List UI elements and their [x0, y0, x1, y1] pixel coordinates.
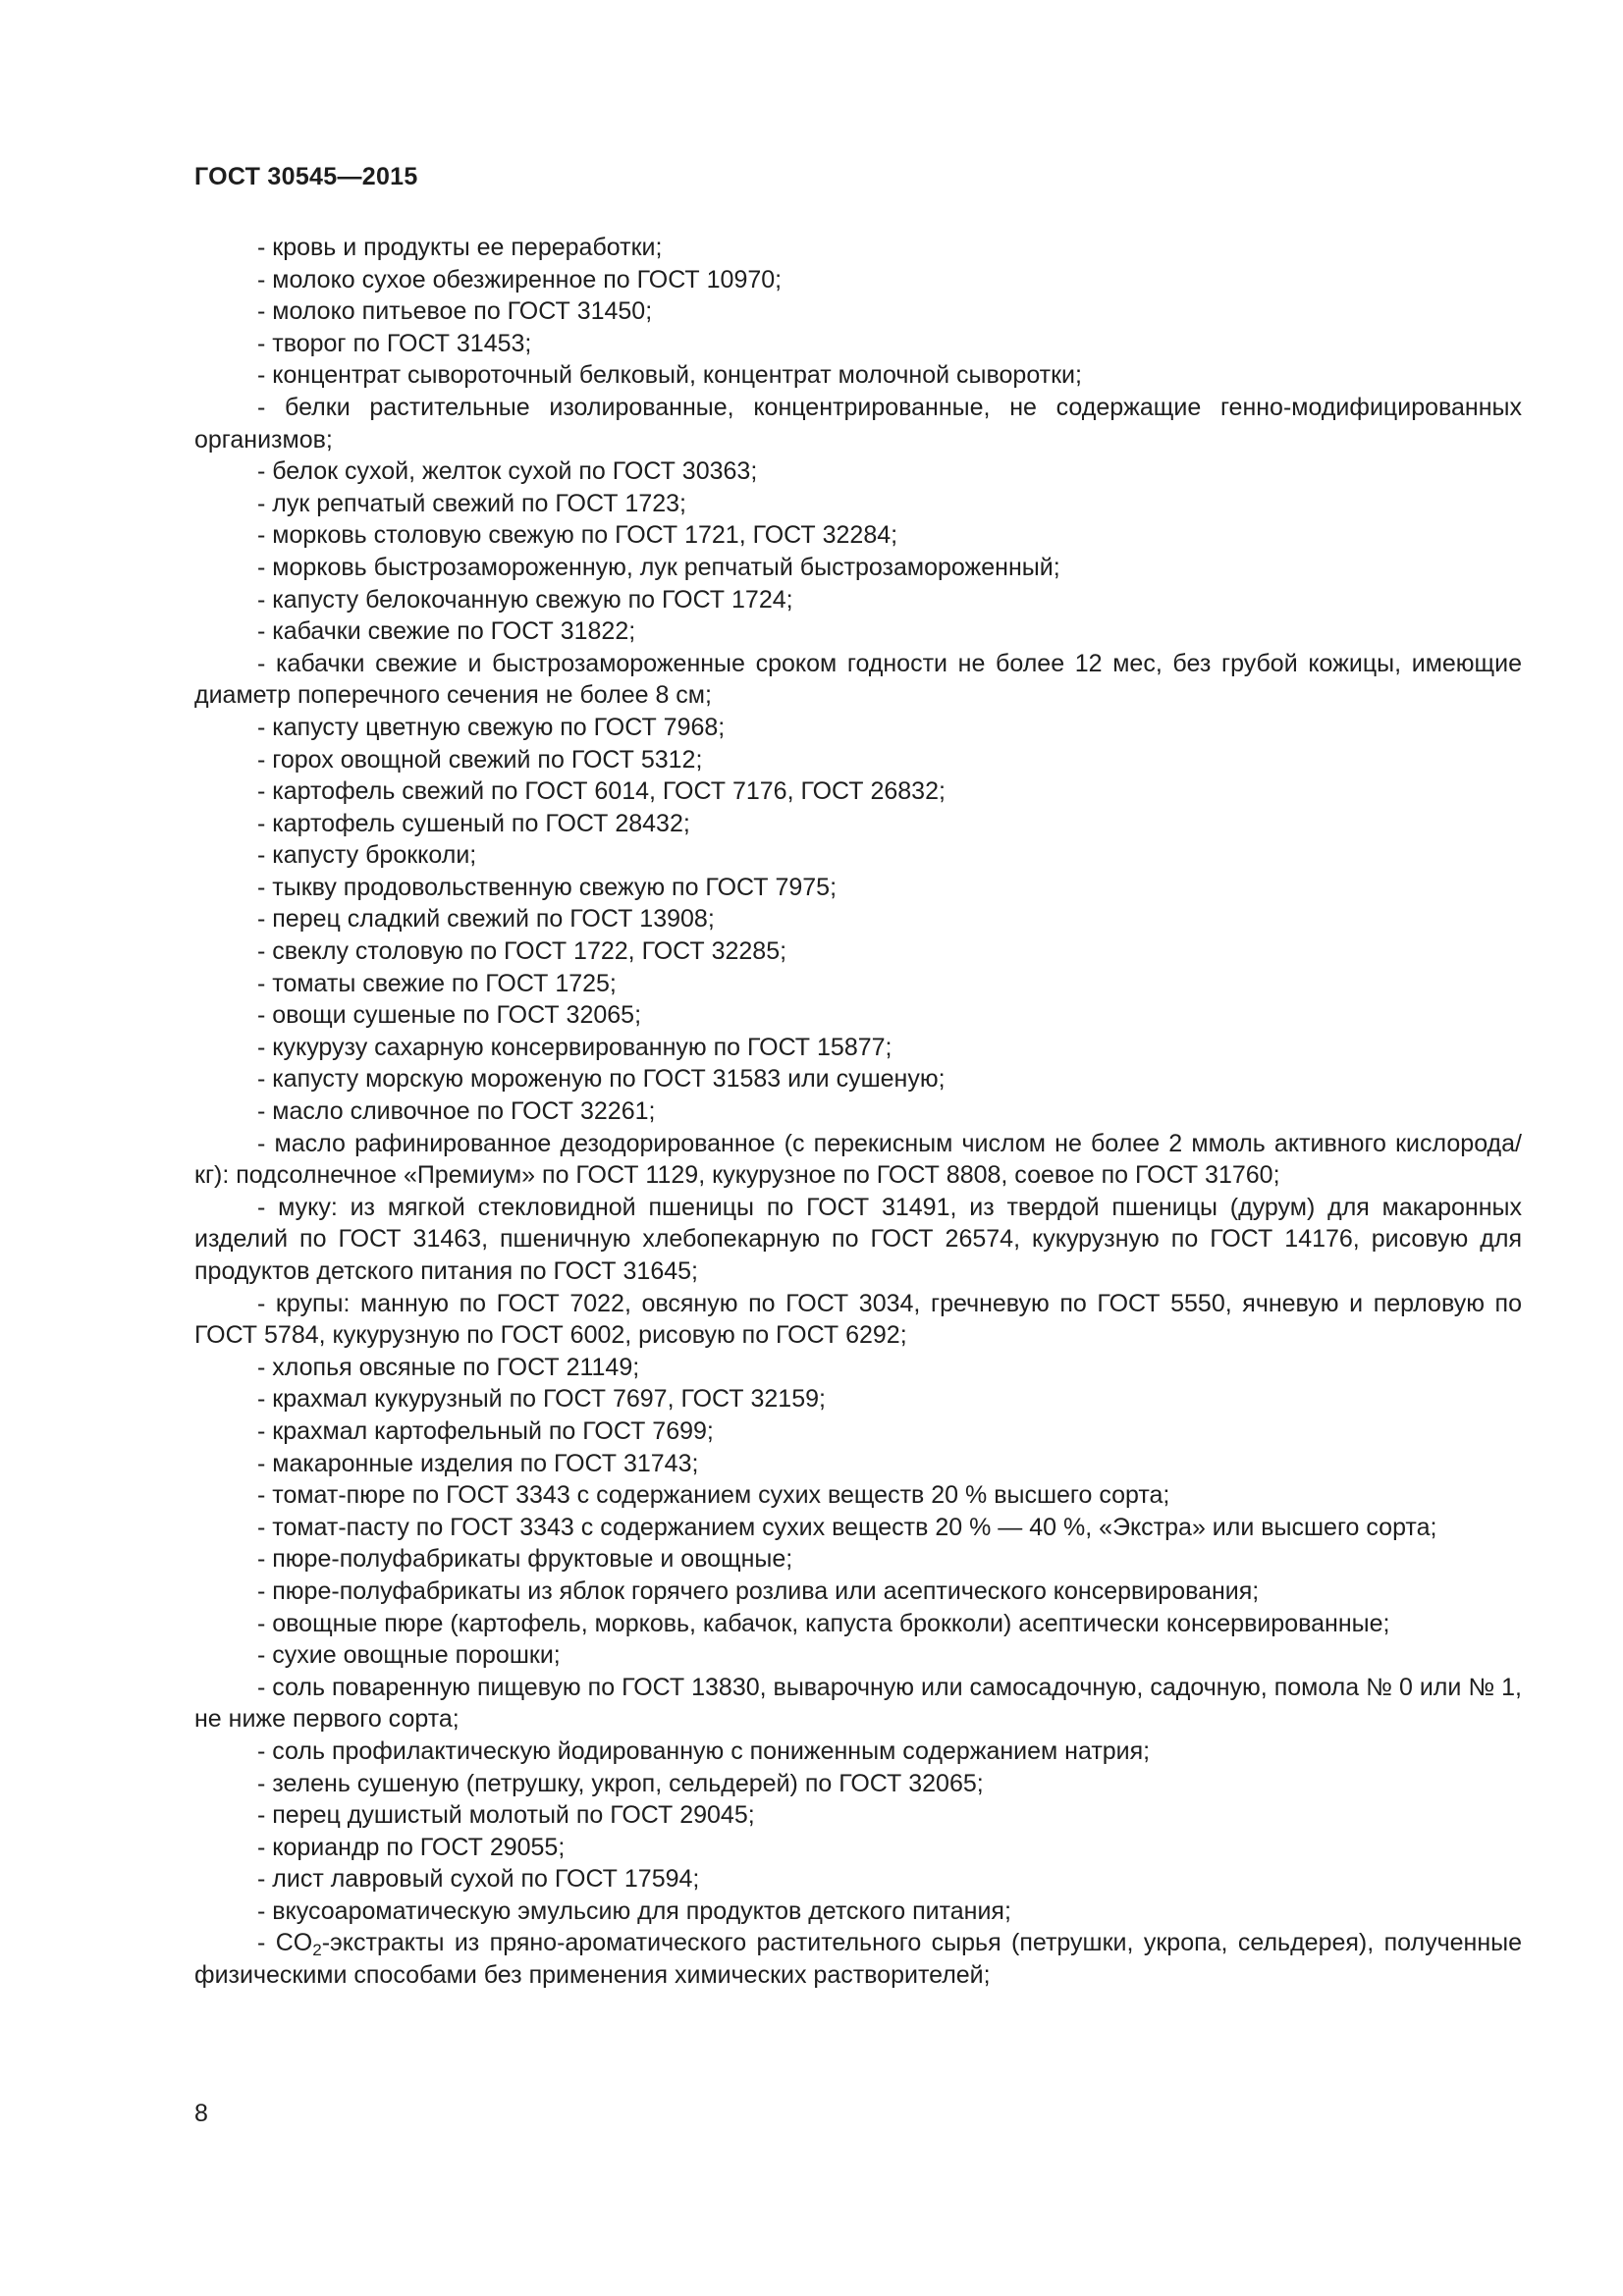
- list-item: - крахмал кукурузный по ГОСТ 7697, ГОСТ 32159;: [257, 1385, 826, 1414]
- list-item: - белок сухой, желток сухой по ГОСТ 30363;: [257, 457, 758, 486]
- list-item: - тыкву продовольственную свежую по ГОСТ 7975;: [257, 873, 838, 901]
- list-item: - концентрат сывороточный белковый, концентрат молочной сыворотки;: [257, 361, 1082, 390]
- list-item: - горох овощной свежий по ГОСТ 5312;: [257, 745, 703, 774]
- list-item: - морковь столовую свежую по ГОСТ 1721, ГОСТ 32284;: [257, 521, 898, 550]
- list-item: - капусту цветную свежую по ГОСТ 7968;: [257, 713, 726, 741]
- list-item: - муку: из мягкой стекловидной пшеницы по ГОСТ 31491, из твердой пшеницы (дурум) для макаронных изделий по ГОСТ 31463, пшеничную хлебопекарную по ГОСТ 26574, кукурузную по ГОСТ 14176, рисовую для продуктов детского питания по ГОСТ 31645;: [194, 1193, 1522, 1285]
- list-item: - кориандр по ГОСТ 29055;: [257, 1833, 566, 1861]
- list-item: - томат-пасту по ГОСТ 3343 с содержанием сухих веществ 20 % — 40 %, «Экстра» или высшего сорта;: [257, 1513, 1437, 1541]
- list-item: - овощные пюре (картофель, морковь, кабачок, капуста брокколи) асептически консервированные;: [257, 1609, 1390, 1637]
- list-item: - пюре-полуфабрикаты из яблок горячего розлива или асептического консервирования;: [257, 1576, 1260, 1605]
- list-item: - белки растительные изолированные, концентрированные, не содержащие генно-модифицированных организмов;: [194, 393, 1522, 454]
- list-item: - томаты свежие по ГОСТ 1725;: [257, 969, 617, 997]
- list-item: - капусту морскую мороженую по ГОСТ 31583 или сушеную;: [257, 1065, 946, 1094]
- list-item: - капусту брокколи;: [257, 841, 477, 870]
- list-item: - масло сливочное по ГОСТ 32261;: [257, 1097, 656, 1126]
- list-item: - кровь и продукты ее переработки;: [257, 234, 663, 261]
- list-item: - творог по ГОСТ 31453;: [257, 329, 532, 357]
- document-header: ГОСТ 30545—2015: [194, 163, 418, 190]
- ingredient-list: [194, 232, 1522, 1992]
- list-item: - макаронные изделия по ГОСТ 31743;: [257, 1449, 699, 1477]
- list-item: - свеклу столовую по ГОСТ 1722, ГОСТ 32285;: [257, 937, 787, 966]
- list-item: - хлопья овсяные по ГОСТ 21149;: [257, 1353, 640, 1381]
- list-item: - крахмал картофельный по ГОСТ 7699;: [257, 1416, 714, 1445]
- co2-suffix: -экстракты из пряно-ароматического растительного сырья (петрушки, укропа, сельдерея), полученные физическими способами без применения химических растворителей;: [194, 1929, 1522, 1990]
- list-item-co2-extracts: [194, 1927, 1522, 1991]
- list-item: - молоко сухое обезжиренное по ГОСТ 10970;: [257, 265, 783, 294]
- co2-prefix: - CO: [257, 1929, 313, 1957]
- list-item: - кабачки свежие по ГОСТ 31822;: [257, 617, 636, 646]
- list-item: - масло рафинированное дезодорированное (с перекисным числом не более 2 ммоль активного кислорода/кг): подсолнечное «Премиум» по ГОСТ 1129, кукурузное по ГОСТ 8808, соевое по ГОСТ 31760;: [194, 1129, 1522, 1190]
- list-item: - капусту белокочанную свежую по ГОСТ 1724;: [257, 585, 793, 614]
- list-item: - соль профилактическую йодированную с пониженным содержанием натрия;: [257, 1736, 1151, 1765]
- list-item: - морковь быстрозамороженную, лук репчатый быстрозамороженный;: [257, 553, 1060, 581]
- list-item: - лук репчатый свежий по ГОСТ 1723;: [257, 489, 686, 517]
- list-item: - сухие овощные порошки;: [257, 1641, 561, 1670]
- page-number: 8: [194, 2100, 208, 2127]
- list-item: - перец сладкий свежий по ГОСТ 13908;: [257, 905, 715, 934]
- list-item: - лист лавровый сухой по ГОСТ 17594;: [257, 1865, 700, 1894]
- list-item: - пюре-полуфабрикаты фруктовые и овощные;: [257, 1545, 793, 1574]
- co2-subscript: 2: [312, 1941, 322, 1960]
- list-item: - картофель сушеный по ГОСТ 28432;: [257, 809, 690, 837]
- list-item: - перец душистый молотый по ГОСТ 29045;: [257, 1801, 755, 1830]
- list-item: - картофель свежий по ГОСТ 6014, ГОСТ 7176, ГОСТ 26832;: [257, 777, 946, 806]
- list-item: - кабачки свежие и быстрозамороженные сроком годности не более 12 мес, без грубой кожицы, имеющие диаметр поперечного сечения не более 8 см;: [194, 649, 1522, 710]
- list-item: - овощи сушеные по ГОСТ 32065;: [257, 1001, 642, 1030]
- list-item: - молоко питьевое по ГОСТ 31450;: [257, 297, 653, 326]
- list-item: - кукурузу сахарную консервированную по ГОСТ 15877;: [257, 1033, 893, 1061]
- list-item: - томат-пюре по ГОСТ 3343 с содержанием сухих веществ 20 % высшего сорта;: [257, 1481, 1170, 1510]
- list-item: - соль поваренную пищевую по ГОСТ 13830, выварочную или самосадочную, садочную, помола № 0 или № 1, не ниже первого сорта;: [194, 1673, 1522, 1734]
- list-item: - вкусоароматическую эмульсию для продуктов детского питания;: [257, 1896, 1011, 1925]
- list-item: - зелень сушеную (петрушку, укроп, сельдерей) по ГОСТ 32065;: [257, 1769, 984, 1797]
- list-item: - крупы: манную по ГОСТ 7022, овсяную по ГОСТ 3034, гречневую по ГОСТ 5550, ячневую и перловую по ГОСТ 5784, кукурузную по ГОСТ 6002, рисовую по ГОСТ 6292;: [194, 1289, 1522, 1350]
